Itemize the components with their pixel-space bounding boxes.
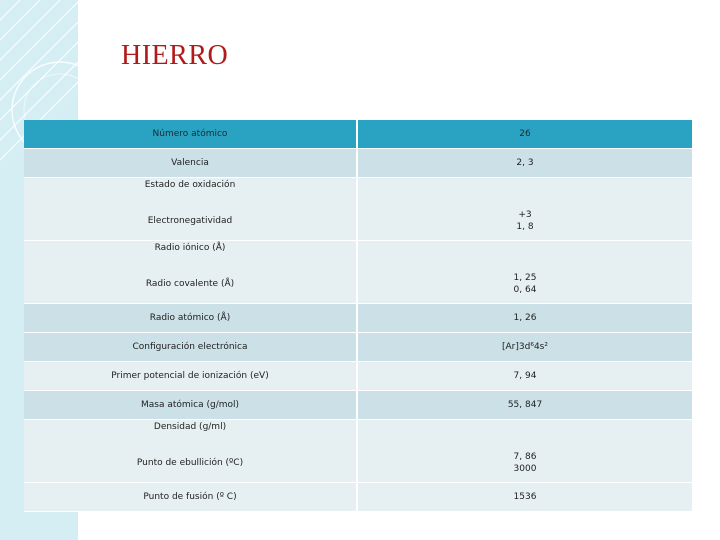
table-row	[24, 333, 692, 362]
table-row	[24, 178, 692, 241]
property-value: 1, 25	[513, 273, 537, 283]
table-row	[24, 391, 692, 420]
property-label: Estado de oxidación	[144, 180, 236, 190]
property-label: Radio atómico (Å)	[24, 304, 358, 333]
property-value: 7, 94	[358, 362, 692, 391]
property-value: 7, 86	[513, 452, 537, 462]
property-label: Masa atómica (g/mol)	[24, 391, 358, 420]
property-value: 1536	[358, 483, 692, 512]
property-value: [Ar]3d⁶4s²	[358, 333, 692, 362]
property-label: Radio iónico (Å)	[154, 243, 226, 253]
property-label: Número atómico	[24, 120, 358, 149]
table-row	[24, 120, 692, 149]
table-row	[24, 420, 692, 483]
table-row	[24, 362, 692, 391]
table-row	[24, 149, 692, 178]
property-value: 55, 847	[358, 391, 692, 420]
property-label: Primer potencial de ionización (eV)	[24, 362, 358, 391]
property-label: Radio covalente (Å)	[145, 279, 235, 289]
property-value: +3	[518, 210, 532, 220]
property-label: Configuración electrónica	[24, 333, 358, 362]
property-value: 0, 64	[513, 285, 537, 295]
property-value: 1, 26	[358, 304, 692, 333]
property-value: 3000	[513, 464, 537, 474]
property-value: 2, 3	[358, 149, 692, 178]
property-label: Valencia	[24, 149, 358, 178]
properties-table	[24, 120, 692, 512]
property-label: Punto de fusión (º C)	[24, 483, 358, 512]
property-value: 26	[358, 120, 692, 149]
property-label: Electronegatividad	[147, 216, 233, 226]
property-label: Densidad (g/ml)	[153, 422, 227, 432]
property-value: 1, 8	[516, 222, 534, 232]
property-label: Punto de ebullición (ºC)	[136, 458, 244, 468]
table-row	[24, 241, 692, 304]
page-title: HIERRO	[121, 40, 229, 71]
table-row	[24, 483, 692, 512]
table-row	[24, 304, 692, 333]
